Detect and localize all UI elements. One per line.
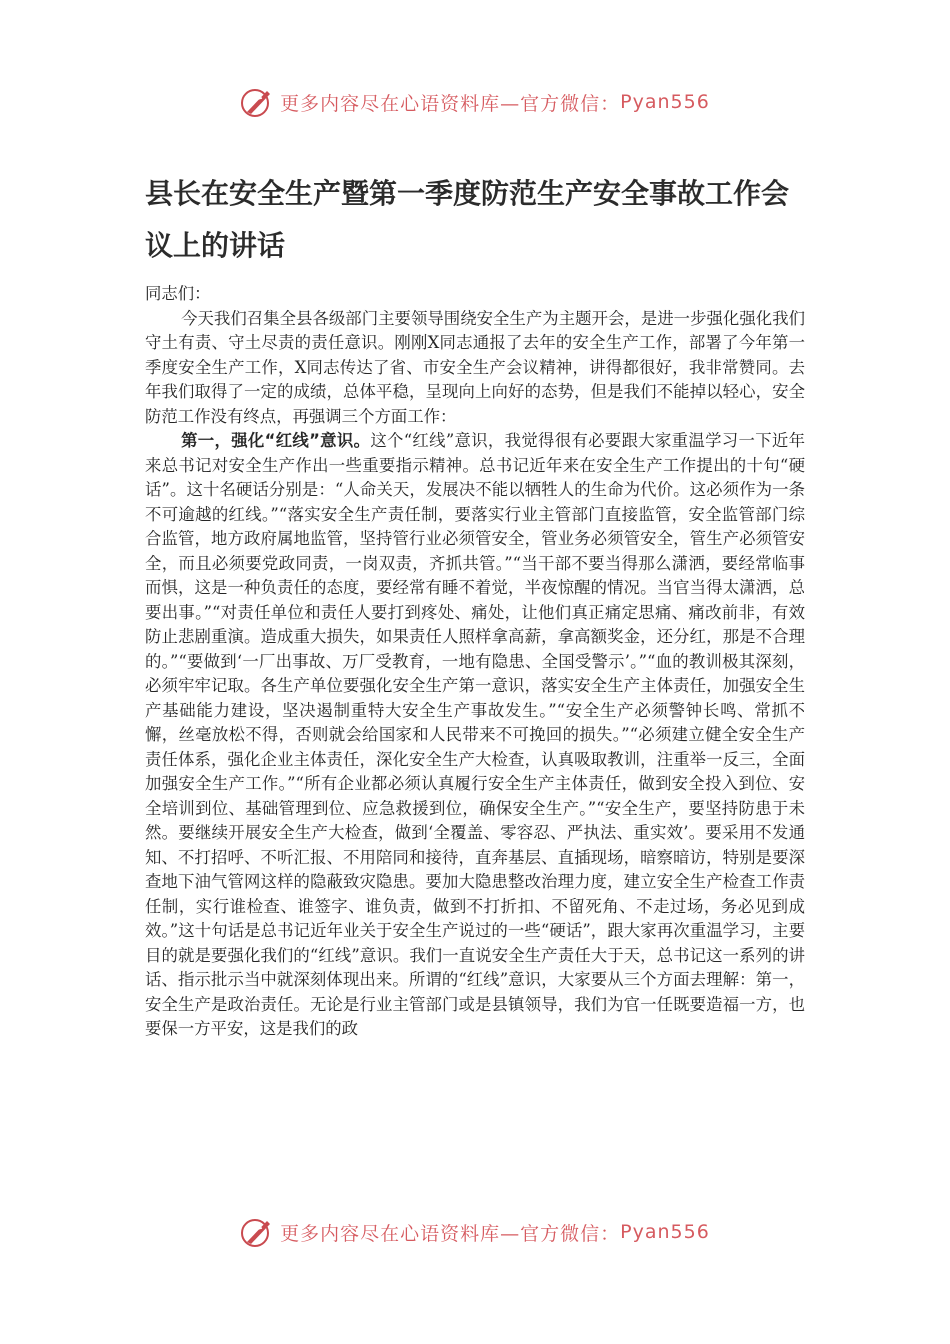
watermark-text: 更多内容尽在心语资料库—官方微信： — [280, 1222, 621, 1245]
watermark-wechat-id: Pyan556 — [620, 1221, 710, 1243]
paragraph-intro: 今天我们召集全县各级部门主要领导围绕安全生产为主题开会，是进一步强化强化我们守土有责、守土尽责的责任意识。刚刚X同志通报了去年的安全生产工作，部署了今年第一季度安全生产工作，X同志传达了省、市安全生产会议精神，讲得都很好，我非常赞同。去年我们取得了一定的成绩，总体平稳，呈现向上向好的态势，但是我们不能掉以轻心，安全防范工作没有终点，再强调三个方面工作： — [145, 308, 805, 426]
watermark-banner-top — [0, 82, 950, 122]
document-body — [145, 282, 805, 1042]
paragraph-red-line — [145, 429, 805, 1042]
watermark-text: 更多内容尽在心语资料库—官方微信： — [280, 92, 621, 115]
paragraph-red-line-text: 这个“红线”意识，我觉得很有必要跟大家重温学习一下近年来总书记对安全生产作出一些重要指示精神。总书记近年来在安全生产工作提出的十句“硬话”。这十名硬话分别是：“人命关天，发展决不能以牺牲人的生命为代价。这必须作为一条不可逾越的红线。”“落实安全生产责任制，要落实行业主管部门直接监管，安全监管部门综合监管，地方政府属地监管，坚持管行业必须管安全，管业务必须管安全，管生产必须管安全，而且必须要党政同责，一岗双责，齐抓共管。”“当干部不要当得那么潇洒，要经常临事而惧，这是一种负责任的态度，要经常有睡不着觉，半夜惊醒的情况。当官当得太潇洒，总要出事。”“对责任单位和责任人要打到疼处、痛处，让他们真正痛定思痛、痛改前非，有效防止悲剧重演。造成重大损失，如果责任人照样拿高薪，拿高额奖金，还分红，那是不合理的。”“要做到‘一厂出事故、万厂受教育，一地有隐患、全国受警示’。”“血的教训极其深刻，必须牢牢记取。各生产单位要强化安全生产第一意识，落实安全生产主体责任，加强安全生产基础能力建设，坚决遏制重特大安全生产事故发生。”“安全生产必须警钟长鸣、常抓不懈，丝毫放松不得，否则就会给国家和人民带来不可挽回的损失。”“必须建立健全安全生产责任体系，强化企业主体责任，深化安全生产大检查，认真吸取教训，注重举一反三，全面加强安全生产工作。”“所有企业都必须认真履行安全生产主体责任，做到安全投入到位、安全培训到位、基础管理到位、应急救援到位，确保安全生产。”“安全生产，要坚持防患于未然。要继续开展安全生产大检查，做到‘全覆盖、零容忍、严执法、重实效’。要采用不发通知、不打招呼、不听汇报、不用陪同和接待，直奔基层、直插现场，暗察暗访，特别是要深查地下油气管网这样的隐蔽致灾隐患。要加大隐患整改治理力度，建立安全生产检查工作责任制，实行谁检查、谁签字、谁负责，做到不打折扣、不留死角、不走过场，务必见到成效。”这十句话是总书记近年业关于安全生产说过的一些“硬话”，跟大家再次重温学习，主要目的就是要强化我们的“红线”意识。我们一直说安全生产责任大于天，总书记这一系列的讲话、指示批示当中就深刻体现出来。所谓的“红线”意识，大家要从三个方面去理解：第一，安全生产是政治责任。无论是行业主管部门或是县镇领导，我们为官一任既要造福一方，也要保一方平安，这是我们的政 — [145, 431, 806, 1038]
watermark-banner-bottom — [0, 1212, 950, 1252]
quill-logo-icon — [240, 1215, 274, 1249]
paragraph-lead-heading: 第一，强化“红线”意识。 — [181, 431, 371, 450]
salutation: 同志们： — [145, 284, 211, 303]
document-title: 县长在安全生产暨第一季度防范生产安全事故工作会议上的讲话 — [145, 177, 790, 262]
watermark-wechat-id: Pyan556 — [620, 91, 710, 113]
quill-logo-icon — [240, 85, 274, 119]
